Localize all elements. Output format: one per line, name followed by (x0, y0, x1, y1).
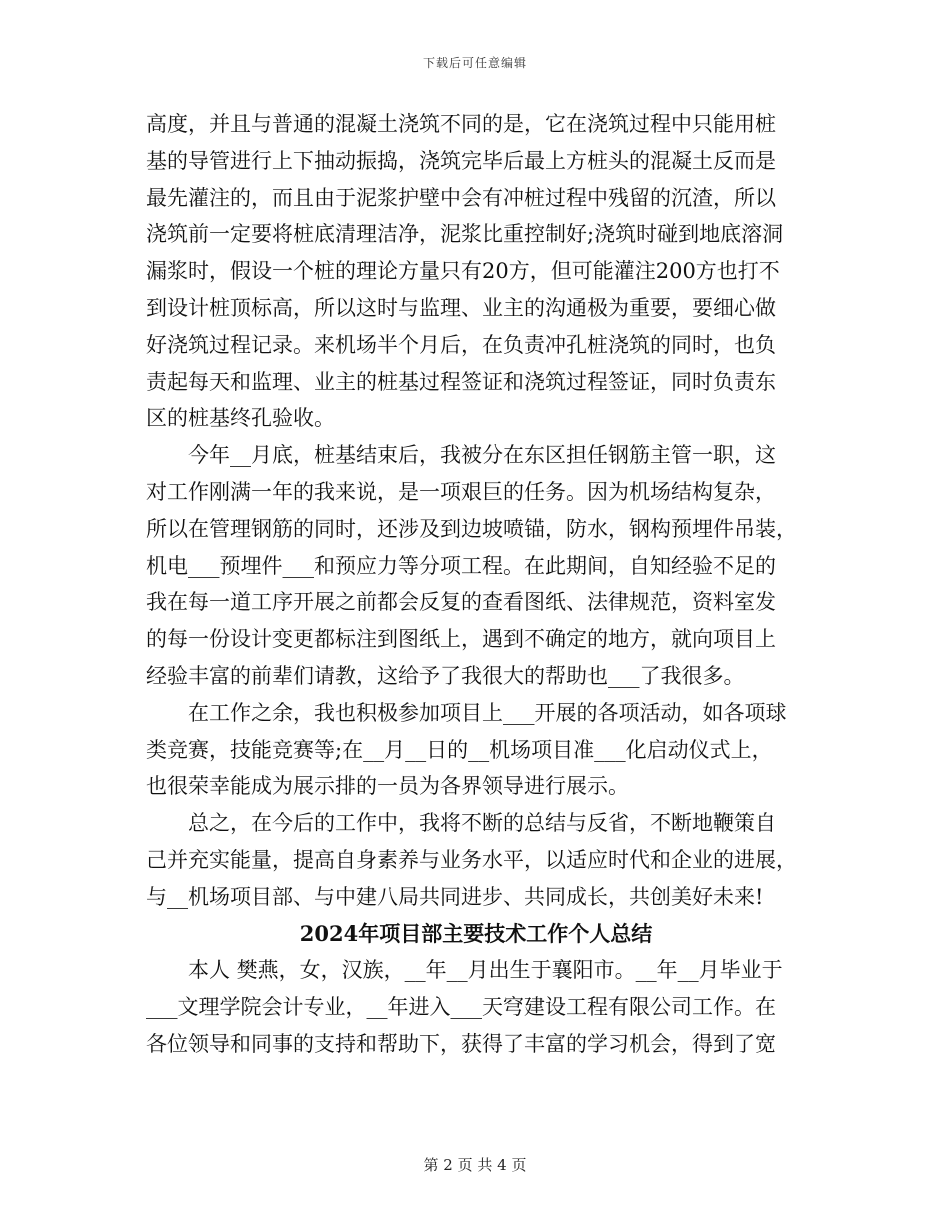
paragraph-4 (146, 805, 806, 915)
text-line: 浇筑前一定要将桩底清理洁净，泥浆比重控制好;浇筑时碰到地底溶洞 (146, 222, 784, 247)
text-line: 区的桩基终孔验收。 (146, 406, 335, 431)
text-line: 与__机场项目部、与中建八局共同进步、共同成长，共创美好未来! (146, 884, 764, 909)
text-line: 本人 樊燕，女，汉族，__年__月出生于襄阳市。__年__月毕业于 (188, 958, 783, 983)
section-paragraph (146, 952, 806, 1062)
text-line: 最先灌注的，而且由于泥浆护壁中会有冲桩过程中残留的沉渣，所以 (146, 185, 776, 210)
text-line: 对工作刚满一年的我来说，是一项艰巨的任务。因为机场结构复杂， (146, 479, 776, 504)
text-line: 今年__月底，桩基结束后，我被分在东区担任钢筋主管一职，这 (188, 443, 776, 468)
paragraph-2 (146, 437, 806, 695)
text-line: 己并充实能量，提高自身素养与业务水平，以适应时代和企业的进展， (146, 847, 797, 872)
text-line: 的每一份设计变更都标注到图纸上，遇到不确定的地方，就向项目上 (146, 627, 776, 652)
text-line: 漏浆时，假设一个桩的理论方量只有20方，但可能灌注200方也打不 (146, 259, 780, 284)
page-number: 第 2 页 共 4 页 (423, 1156, 527, 1174)
text-line: 我在每一道工序开展之前都会反复的查看图纸、法律规范，资料室发 (146, 590, 776, 615)
text-line: 机电___预埋件___和预应力等分项工程。在此期间，自知经验不足的 (146, 553, 776, 578)
section-title: 2024年项目部主要技术工作个人总结 (299, 920, 653, 946)
text-line: 高度，并且与普通的混凝土浇筑不同的是，它在浇筑过程中只能用桩 (146, 112, 776, 136)
page-header: 下载后可任意编辑 (422, 56, 527, 70)
text-line: 经验丰富的前辈们请教，这给予了我很大的帮助也___了我很多。 (146, 663, 745, 688)
text-line: 所以在管理钢筋的同时，还涉及到边坡喷锚，防水，钢构预埋件吊装， (146, 516, 797, 541)
text-line: 责起每天和监理、业主的桩基过程签证和浇筑过程签证，同时负责东 (146, 369, 776, 394)
text-line: 好浇筑过程记录。来机场半个月后，在负责冲孔桩浇筑的同时，也负 (146, 332, 776, 357)
paragraph-1 (146, 106, 806, 437)
text-line: 总之，在今后的工作中，我将不断的总结与反省，不断地鞭策自 (188, 811, 776, 836)
text-line: 基的导管进行上下抽动振捣，浇筑完毕后最上方桩头的混凝土反而是 (146, 148, 776, 173)
text-line: 也很荣幸能成为展示排的一员为各界领导进行展示。 (146, 774, 629, 799)
text-line: 各位领导和同事的支持和帮助下，获得了丰富的学习机会，得到了宽 (146, 1031, 776, 1056)
text-line: ___文理学院会计专业，__年进入___天穹建设工程有限公司工作。在 (146, 995, 776, 1020)
document-body (146, 106, 806, 1063)
text-line: 类竞赛，技能竞赛等;在__月__日的__机场项目准___化启动仪式上， (146, 737, 773, 762)
paragraph-3 (146, 695, 806, 805)
text-line: 到设计桩顶标高，所以这时与监理、业主的沟通极为重要，要细心做 (146, 295, 776, 320)
text-line: 在工作之余，我也积极参加项目上___开展的各项活动，如各项球 (188, 700, 787, 725)
